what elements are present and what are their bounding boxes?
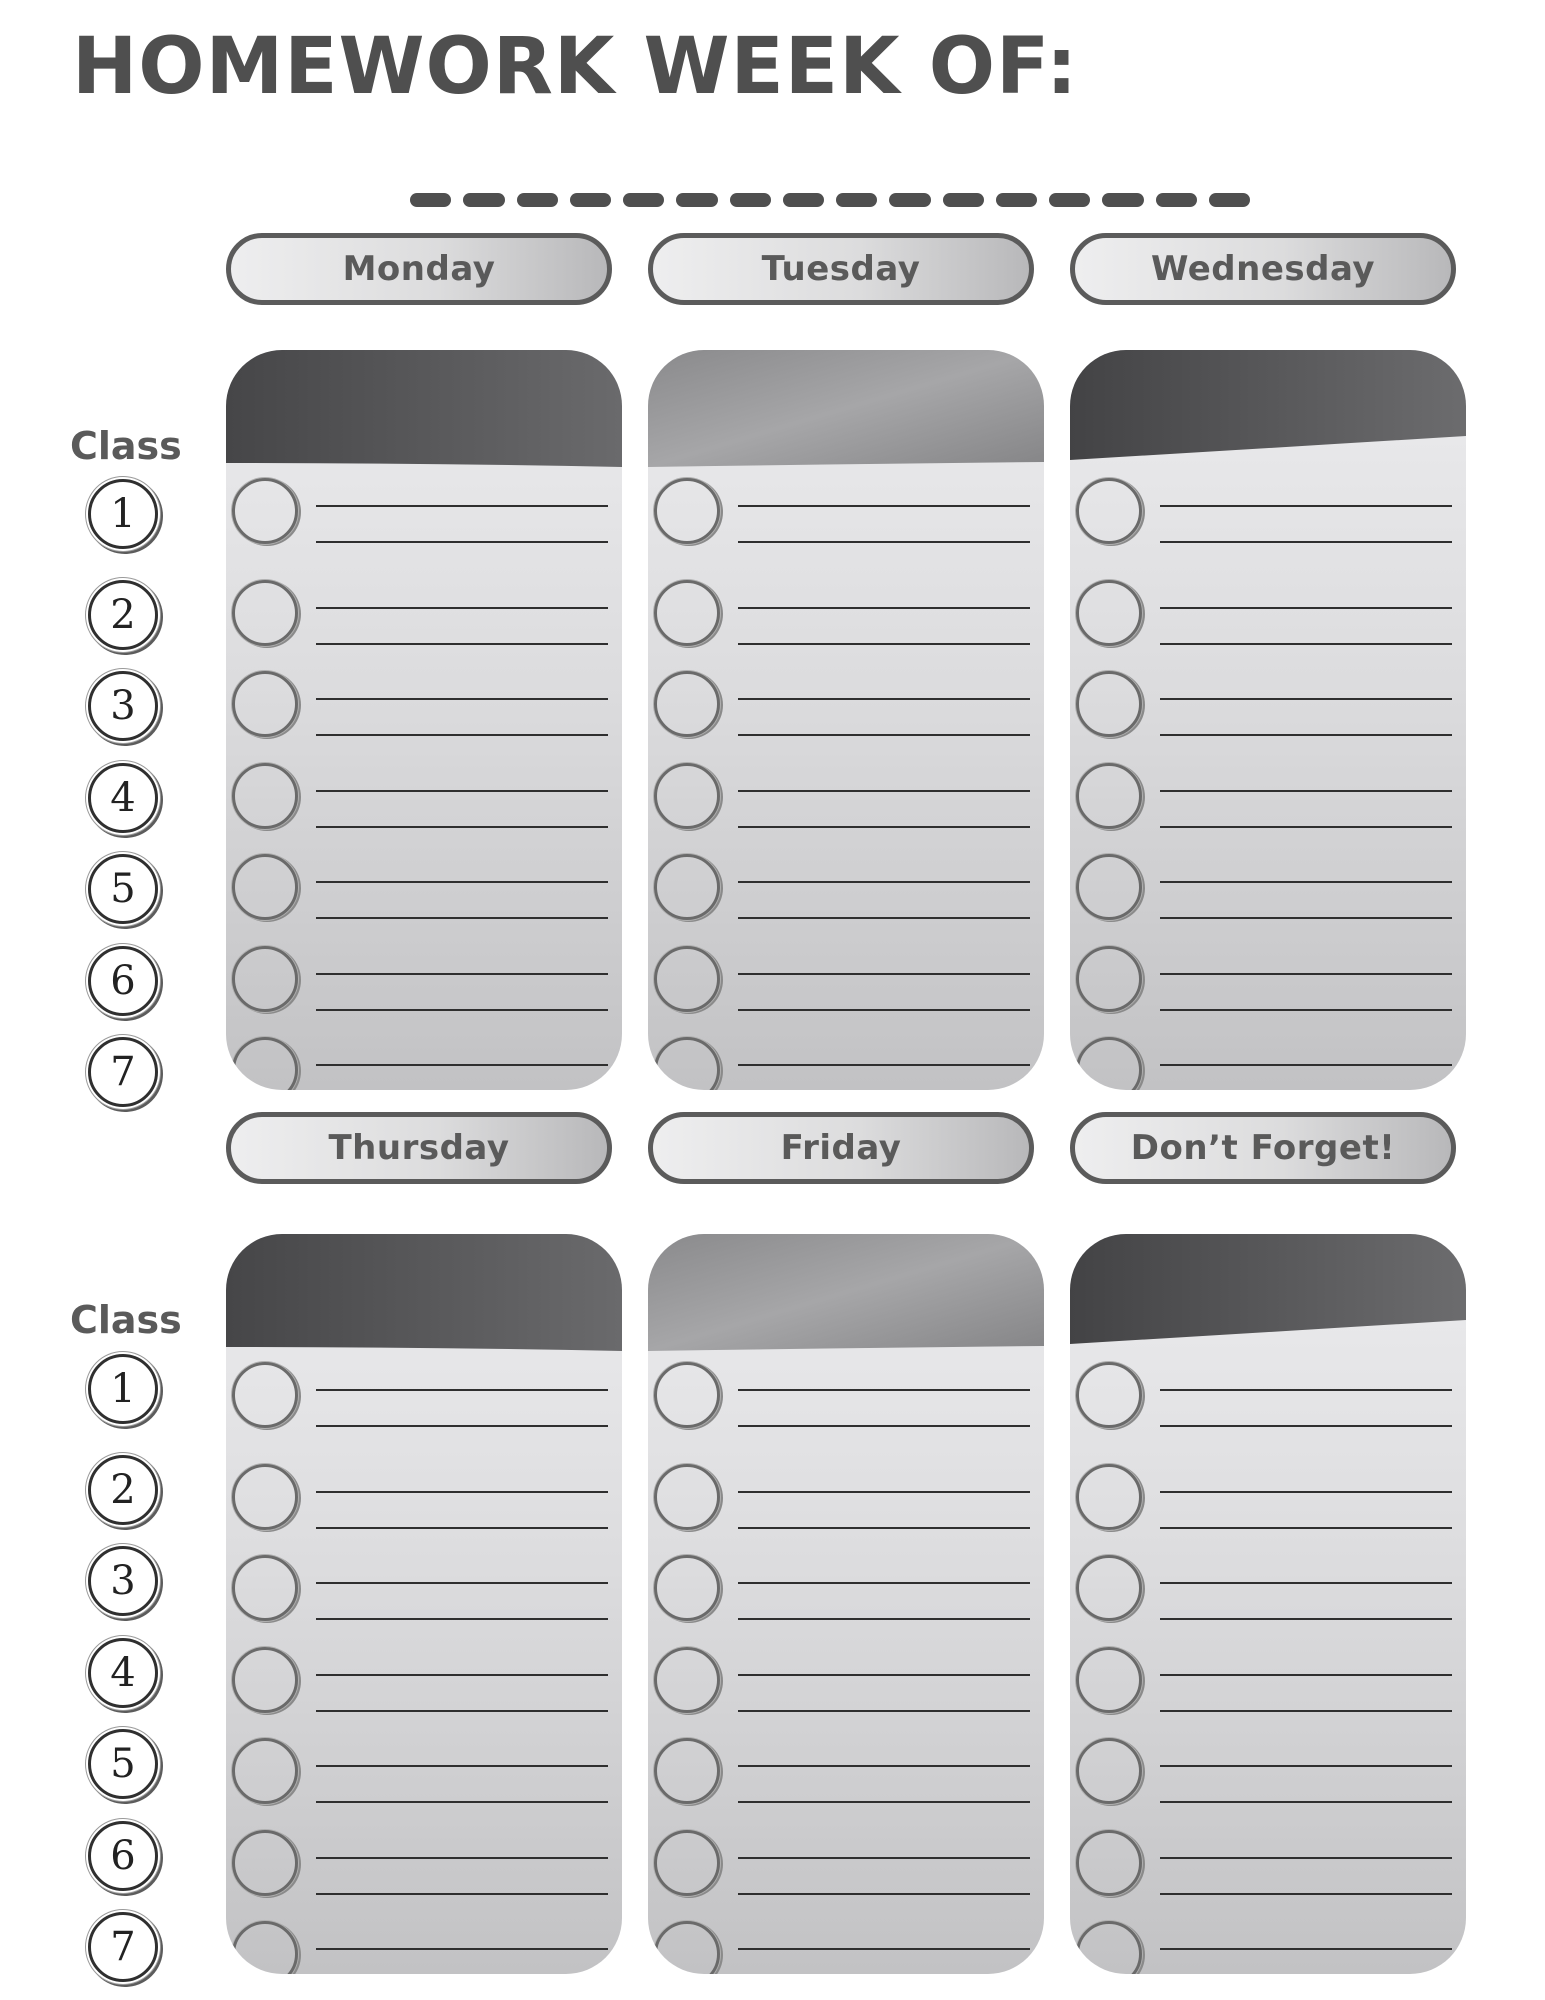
write-line[interactable] [316, 826, 608, 828]
week-date-blank[interactable] [410, 193, 1250, 207]
class-number-2: 2 [88, 1455, 158, 1525]
write-line[interactable] [316, 1948, 608, 1950]
write-line[interactable] [316, 734, 608, 736]
write-line[interactable] [316, 1064, 608, 1066]
homework-row [226, 1868, 622, 1869]
homework-row [226, 1685, 622, 1686]
class-number-4: 4 [88, 763, 158, 833]
write-line[interactable] [738, 917, 1030, 919]
task-checkbox[interactable] [654, 1830, 720, 1896]
write-line[interactable] [316, 881, 608, 883]
homework-row [1070, 892, 1466, 893]
write-line[interactable] [1160, 1801, 1452, 1803]
class-number-4: 4 [88, 1638, 158, 1708]
class-number-5: 5 [88, 854, 158, 924]
task-checkbox[interactable] [232, 1830, 298, 1896]
task-checkbox[interactable] [654, 1362, 720, 1428]
homework-row [1070, 1959, 1466, 1960]
task-checkbox[interactable] [1076, 1037, 1142, 1090]
write-line[interactable] [738, 1857, 1030, 1859]
write-line[interactable] [1160, 1765, 1452, 1767]
homework-row [648, 984, 1044, 985]
homework-row [648, 516, 1044, 517]
write-line[interactable] [738, 505, 1030, 507]
write-line[interactable] [316, 1710, 608, 1712]
class-number-1: 1 [88, 479, 158, 549]
task-checkbox[interactable] [232, 763, 298, 829]
task-checkbox[interactable] [654, 854, 720, 920]
task-checkbox[interactable] [654, 478, 720, 544]
homework-row [1070, 1593, 1466, 1594]
write-line[interactable] [738, 1801, 1030, 1803]
task-checkbox[interactable] [654, 946, 720, 1012]
homework-row [226, 1400, 622, 1401]
card-monday [226, 350, 622, 1090]
write-line[interactable] [316, 1893, 608, 1895]
homework-row [226, 1075, 622, 1076]
day-label-tuesday: Tuesday [648, 233, 1034, 305]
write-line[interactable] [316, 1618, 608, 1620]
homework-row [1070, 1776, 1466, 1777]
task-checkbox[interactable] [654, 671, 720, 737]
write-line[interactable] [738, 698, 1030, 700]
task-checkbox[interactable] [1076, 1830, 1142, 1896]
class-number-3: 3 [88, 1546, 158, 1616]
write-line[interactable] [738, 643, 1030, 645]
homework-row [226, 892, 622, 893]
task-checkbox[interactable] [654, 1037, 720, 1090]
homework-row [1070, 1400, 1466, 1401]
homework-row [1070, 618, 1466, 619]
write-line[interactable] [738, 1618, 1030, 1620]
homework-row [648, 709, 1044, 710]
write-line[interactable] [738, 734, 1030, 736]
write-line[interactable] [316, 1491, 608, 1493]
homework-row [648, 892, 1044, 893]
class-label-top: Class [70, 424, 182, 468]
write-line[interactable] [1160, 1618, 1452, 1620]
homework-row [648, 1685, 1044, 1686]
write-line[interactable] [738, 1009, 1030, 1011]
write-line[interactable] [1160, 1710, 1452, 1712]
write-line[interactable] [316, 643, 608, 645]
class-label-bottom: Class [70, 1298, 182, 1342]
homework-row [1070, 801, 1466, 802]
card-dont-forget [1070, 1234, 1466, 1974]
write-line[interactable] [738, 1765, 1030, 1767]
write-line[interactable] [1160, 1064, 1452, 1066]
homework-row [1070, 1075, 1466, 1076]
write-line[interactable] [738, 790, 1030, 792]
write-line[interactable] [1160, 1389, 1452, 1391]
homework-row [226, 516, 622, 517]
write-line[interactable] [316, 1527, 608, 1529]
homework-row [226, 709, 622, 710]
write-line[interactable] [1160, 826, 1452, 828]
task-checkbox[interactable] [1076, 478, 1142, 544]
write-line[interactable] [316, 1009, 608, 1011]
task-checkbox[interactable] [1076, 1738, 1142, 1804]
homework-row [226, 1959, 622, 1960]
task-checkbox[interactable] [232, 946, 298, 1012]
homework-row [648, 618, 1044, 619]
write-line[interactable] [316, 790, 608, 792]
homework-row [648, 1868, 1044, 1869]
write-line[interactable] [738, 1893, 1030, 1895]
task-checkbox[interactable] [1076, 946, 1142, 1012]
homework-row [1070, 709, 1466, 710]
day-label-friday: Friday [648, 1112, 1034, 1184]
task-checkbox[interactable] [654, 1647, 720, 1713]
write-line[interactable] [738, 1389, 1030, 1391]
write-line[interactable] [1160, 973, 1452, 975]
task-checkbox[interactable] [232, 1738, 298, 1804]
task-checkbox[interactable] [232, 671, 298, 737]
task-checkbox[interactable] [232, 1464, 298, 1530]
task-checkbox[interactable] [232, 1647, 298, 1713]
task-checkbox[interactable] [654, 763, 720, 829]
homework-row [648, 1959, 1044, 1960]
homework-row [648, 1593, 1044, 1594]
write-line[interactable] [1160, 541, 1452, 543]
write-line[interactable] [316, 1674, 608, 1676]
write-line[interactable] [738, 1064, 1030, 1066]
write-line[interactable] [738, 541, 1030, 543]
homework-row [648, 1502, 1044, 1503]
homework-row [226, 618, 622, 619]
task-checkbox[interactable] [232, 1037, 298, 1090]
write-line[interactable] [1160, 734, 1452, 736]
write-line[interactable] [1160, 607, 1452, 609]
write-line[interactable] [738, 1948, 1030, 1950]
write-line[interactable] [1160, 1527, 1452, 1529]
task-checkbox[interactable] [654, 1921, 720, 1974]
write-line[interactable] [738, 1491, 1030, 1493]
write-line[interactable] [738, 1527, 1030, 1529]
class-number-3: 3 [88, 671, 158, 741]
card-header [648, 350, 1044, 470]
write-line[interactable] [738, 881, 1030, 883]
task-checkbox[interactable] [654, 580, 720, 646]
task-checkbox[interactable] [1076, 580, 1142, 646]
homework-row [1070, 1685, 1466, 1686]
class-number-2: 2 [88, 580, 158, 650]
card-wednesday [1070, 350, 1466, 1090]
task-checkbox[interactable] [232, 580, 298, 646]
write-line[interactable] [316, 1857, 608, 1859]
card-thursday [226, 1234, 622, 1974]
task-checkbox[interactable] [654, 1555, 720, 1621]
write-line[interactable] [316, 607, 608, 609]
write-line[interactable] [316, 1765, 608, 1767]
write-line[interactable] [316, 1582, 608, 1584]
task-checkbox[interactable] [1076, 671, 1142, 737]
day-label-wednesday: Wednesday [1070, 233, 1456, 305]
task-checkbox[interactable] [232, 478, 298, 544]
card-header [648, 1234, 1044, 1354]
homework-row [226, 1593, 622, 1594]
homework-row [648, 801, 1044, 802]
task-checkbox[interactable] [232, 1362, 298, 1428]
write-line[interactable] [316, 1425, 608, 1427]
write-line[interactable] [1160, 505, 1452, 507]
homework-row [226, 801, 622, 802]
write-line[interactable] [1160, 881, 1452, 883]
write-line[interactable] [1160, 1582, 1452, 1584]
write-line[interactable] [1160, 1948, 1452, 1950]
write-line[interactable] [1160, 643, 1452, 645]
homework-row [226, 1502, 622, 1503]
day-label-dont-forget: Don’t Forget! [1070, 1112, 1456, 1184]
homework-row [1070, 1868, 1466, 1869]
homework-row [648, 1776, 1044, 1777]
card-tuesday [648, 350, 1044, 1090]
write-line[interactable] [316, 698, 608, 700]
class-number-5: 5 [88, 1729, 158, 1799]
write-line[interactable] [738, 826, 1030, 828]
write-line[interactable] [1160, 698, 1452, 700]
write-line[interactable] [1160, 1425, 1452, 1427]
write-line[interactable] [738, 1674, 1030, 1676]
write-line[interactable] [1160, 1893, 1452, 1895]
card-header [226, 1234, 622, 1354]
write-line[interactable] [1160, 1491, 1452, 1493]
class-number-1: 1 [88, 1354, 158, 1424]
card-header [1070, 1234, 1466, 1354]
class-number-7: 7 [88, 1912, 158, 1982]
task-checkbox[interactable] [1076, 1362, 1142, 1428]
homework-row [648, 1400, 1044, 1401]
task-checkbox[interactable] [1076, 854, 1142, 920]
task-checkbox[interactable] [654, 1464, 720, 1530]
write-line[interactable] [316, 917, 608, 919]
write-line[interactable] [1160, 917, 1452, 919]
task-checkbox[interactable] [1076, 1555, 1142, 1621]
homework-row [1070, 984, 1466, 985]
class-number-6: 6 [88, 946, 158, 1016]
day-label-thursday: Thursday [226, 1112, 612, 1184]
write-line[interactable] [316, 1801, 608, 1803]
card-friday [648, 1234, 1044, 1974]
class-number-7: 7 [88, 1037, 158, 1107]
write-line[interactable] [316, 541, 608, 543]
write-line[interactable] [1160, 790, 1452, 792]
write-line[interactable] [316, 973, 608, 975]
task-checkbox[interactable] [1076, 763, 1142, 829]
card-header [226, 350, 622, 470]
class-number-6: 6 [88, 1821, 158, 1891]
write-line[interactable] [316, 505, 608, 507]
write-line[interactable] [738, 1425, 1030, 1427]
write-line[interactable] [1160, 1009, 1452, 1011]
day-label-monday: Monday [226, 233, 612, 305]
task-checkbox[interactable] [232, 1921, 298, 1974]
homework-row [226, 984, 622, 985]
write-line[interactable] [1160, 1857, 1452, 1859]
card-header [1070, 350, 1466, 470]
page-title: HOMEWORK WEEK OF: [72, 22, 1079, 112]
task-checkbox[interactable] [1076, 1647, 1142, 1713]
homework-row [648, 1075, 1044, 1076]
write-line[interactable] [738, 607, 1030, 609]
write-line[interactable] [316, 1389, 608, 1391]
write-line[interactable] [1160, 1674, 1452, 1676]
write-line[interactable] [738, 1710, 1030, 1712]
homework-row [1070, 516, 1466, 517]
homework-row [226, 1776, 622, 1777]
write-line[interactable] [738, 1582, 1030, 1584]
task-checkbox[interactable] [1076, 1921, 1142, 1974]
task-checkbox[interactable] [232, 1555, 298, 1621]
task-checkbox[interactable] [232, 854, 298, 920]
task-checkbox[interactable] [1076, 1464, 1142, 1530]
write-line[interactable] [738, 973, 1030, 975]
homework-row [1070, 1502, 1466, 1503]
task-checkbox[interactable] [654, 1738, 720, 1804]
